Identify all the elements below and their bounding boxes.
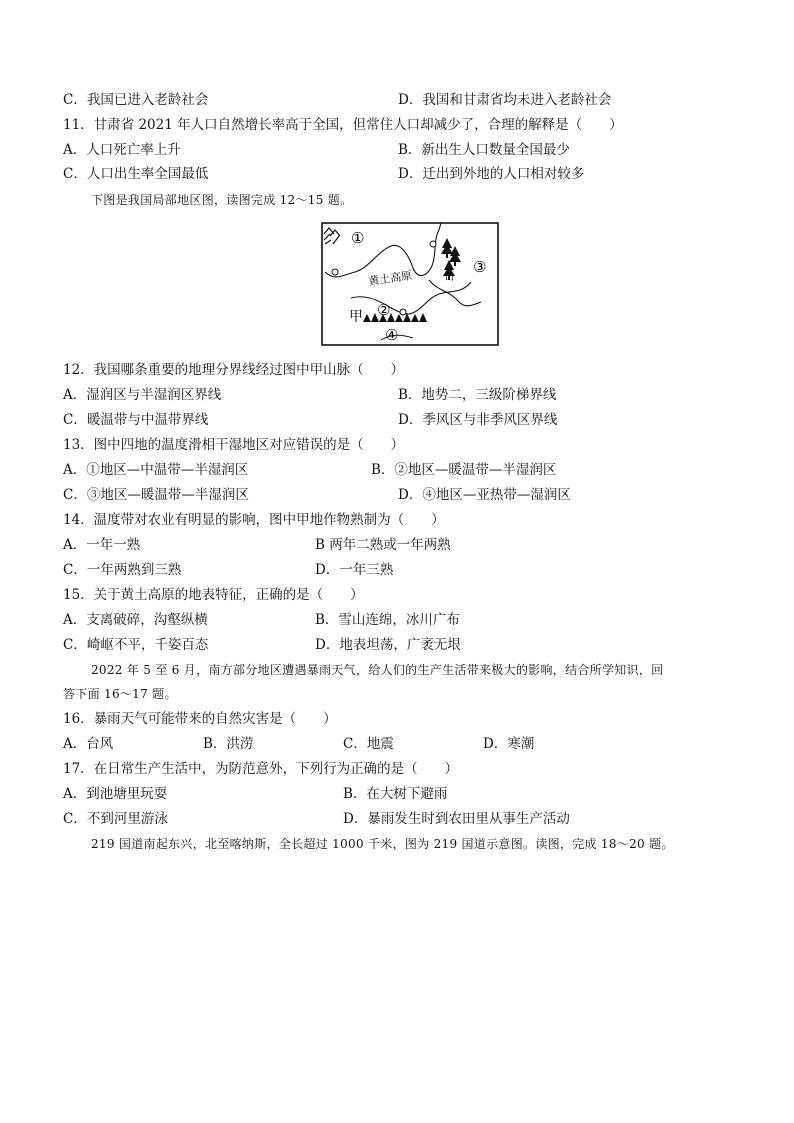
q16-option-d: D．寒潮 xyxy=(483,736,535,752)
q14-option-d: D．一年三熟 xyxy=(315,562,394,578)
intro-rainstorm-line2: 答下面 16～17 题。 xyxy=(63,687,177,701)
q13-stem: 13．图中四地的温度滑相干湿地区对应错误的是（ ） xyxy=(63,437,405,453)
q16-option-a: A．台风 xyxy=(63,736,114,752)
q11-option-d: D．迁出到外地的人口相对较多 xyxy=(398,166,585,182)
q13-option-b: B．②地区—暖温带—半湿润区 xyxy=(371,462,557,478)
map-marker-4: ④ xyxy=(385,326,399,344)
q15-option-a: A．支离破碎，沟壑纵横 xyxy=(63,612,208,628)
q15-stem: 15．关于黄土高原的地表特征，正确的是（ ） xyxy=(63,587,364,603)
city-point-west xyxy=(332,269,338,275)
q11-option-c: C．人口出生率全国最低 xyxy=(63,166,209,182)
label-jia: 甲 xyxy=(349,309,363,325)
mountain-symbol-northwest xyxy=(324,228,340,244)
q15-option-c: C．崎岖不平，千姿百态 xyxy=(63,637,209,653)
map-marker-1: ① xyxy=(351,229,365,247)
q15-option-b: B．雪山连绵，冰川广布 xyxy=(315,612,460,628)
q14-option-b: B 两年二熟或一年两熟 xyxy=(315,537,451,553)
q10-option-c: C．我国已进入老龄社会 xyxy=(63,92,209,108)
intro-highway-219: 219 国道南起东兴，北至喀纳斯，全长超过 1000 千米，图为 219 国道示意图。读图，完成 18～20 题。 xyxy=(91,837,674,851)
q12-option-d: D．季风区与非季风区界线 xyxy=(398,412,558,428)
q12-option-a: A．湿润区与半湿润区界线 xyxy=(63,387,222,403)
q14-stem: 14．温度带对农业有明显的影响，图中甲地作物熟制为（ ） xyxy=(63,512,445,528)
q13-option-a: A．①地区—中温带—半湿润区 xyxy=(63,462,249,478)
regional-map-figure xyxy=(321,222,499,346)
intro-map-questions: 下图是我国局部地区图，读图完成 12～15 题。 xyxy=(91,193,353,207)
intro-rainstorm-line1: 2022 年 5 至 6 月，南方部分地区遭遇暴雨天气，给人们的生产生活带来极大的影响，结合所学知识，回 xyxy=(91,663,664,677)
q15-option-d: D．地表坦荡，广袤无垠 xyxy=(315,637,461,653)
q11-option-a: A．人口死亡率上升 xyxy=(63,142,181,158)
label-shan: 山 xyxy=(445,273,455,283)
river-north xyxy=(325,223,441,277)
q16-stem: 16．暴雨天气可能带来的自然灾害是（ ） xyxy=(63,711,337,727)
label-loess-plateau: 黄土高原 xyxy=(367,268,413,288)
q17-stem: 17．在日常生产生活中，为防范意外，下列行为正确的是（ ） xyxy=(63,761,459,777)
q16-option-b: B．洪涝 xyxy=(203,736,254,752)
map-marker-3: ③ xyxy=(473,258,487,276)
q12-option-b: B．地势二，三级阶梯界线 xyxy=(398,387,557,403)
q13-option-c: C．③地区—暖温带—半湿润区 xyxy=(63,487,249,503)
q17-option-c: C．不到河里游泳 xyxy=(63,811,168,827)
q13-option-d: D．④地区—亚热带—湿润区 xyxy=(398,487,571,503)
map-marker-2: ② xyxy=(377,301,391,319)
q14-option-a: A．一年一熟 xyxy=(63,537,141,553)
q12-option-c: C．暖温带与中温带界线 xyxy=(63,412,209,428)
q17-option-d: D．暴雨发生时到农田里从事生产活动 xyxy=(343,811,570,827)
jia-mountain-range xyxy=(363,313,427,322)
q11-option-b: B．新出生人口数量全国最少 xyxy=(398,142,570,158)
city-point-north xyxy=(430,241,436,247)
q17-option-a: A．到池塘里玩耍 xyxy=(63,786,168,802)
q17-option-b: B．在大树下避雨 xyxy=(343,786,448,802)
city-point-center xyxy=(400,309,406,315)
q16-option-c: C．地震 xyxy=(343,736,394,752)
river-east xyxy=(429,280,481,306)
q11-stem: 11．甘肃省 2021 年人口自然增长率高于全国，但常住人口却减少了，合理的解释是（ ） xyxy=(63,117,623,133)
q10-option-d: D．我国和甘肃省均未进入老龄社会 xyxy=(398,92,612,108)
q12-stem: 12．我国哪条重要的地理分界线经过图中甲山脉（ ） xyxy=(63,362,405,378)
map-frame xyxy=(322,223,498,345)
q14-option-c: C．一年两熟到三熟 xyxy=(63,562,182,578)
